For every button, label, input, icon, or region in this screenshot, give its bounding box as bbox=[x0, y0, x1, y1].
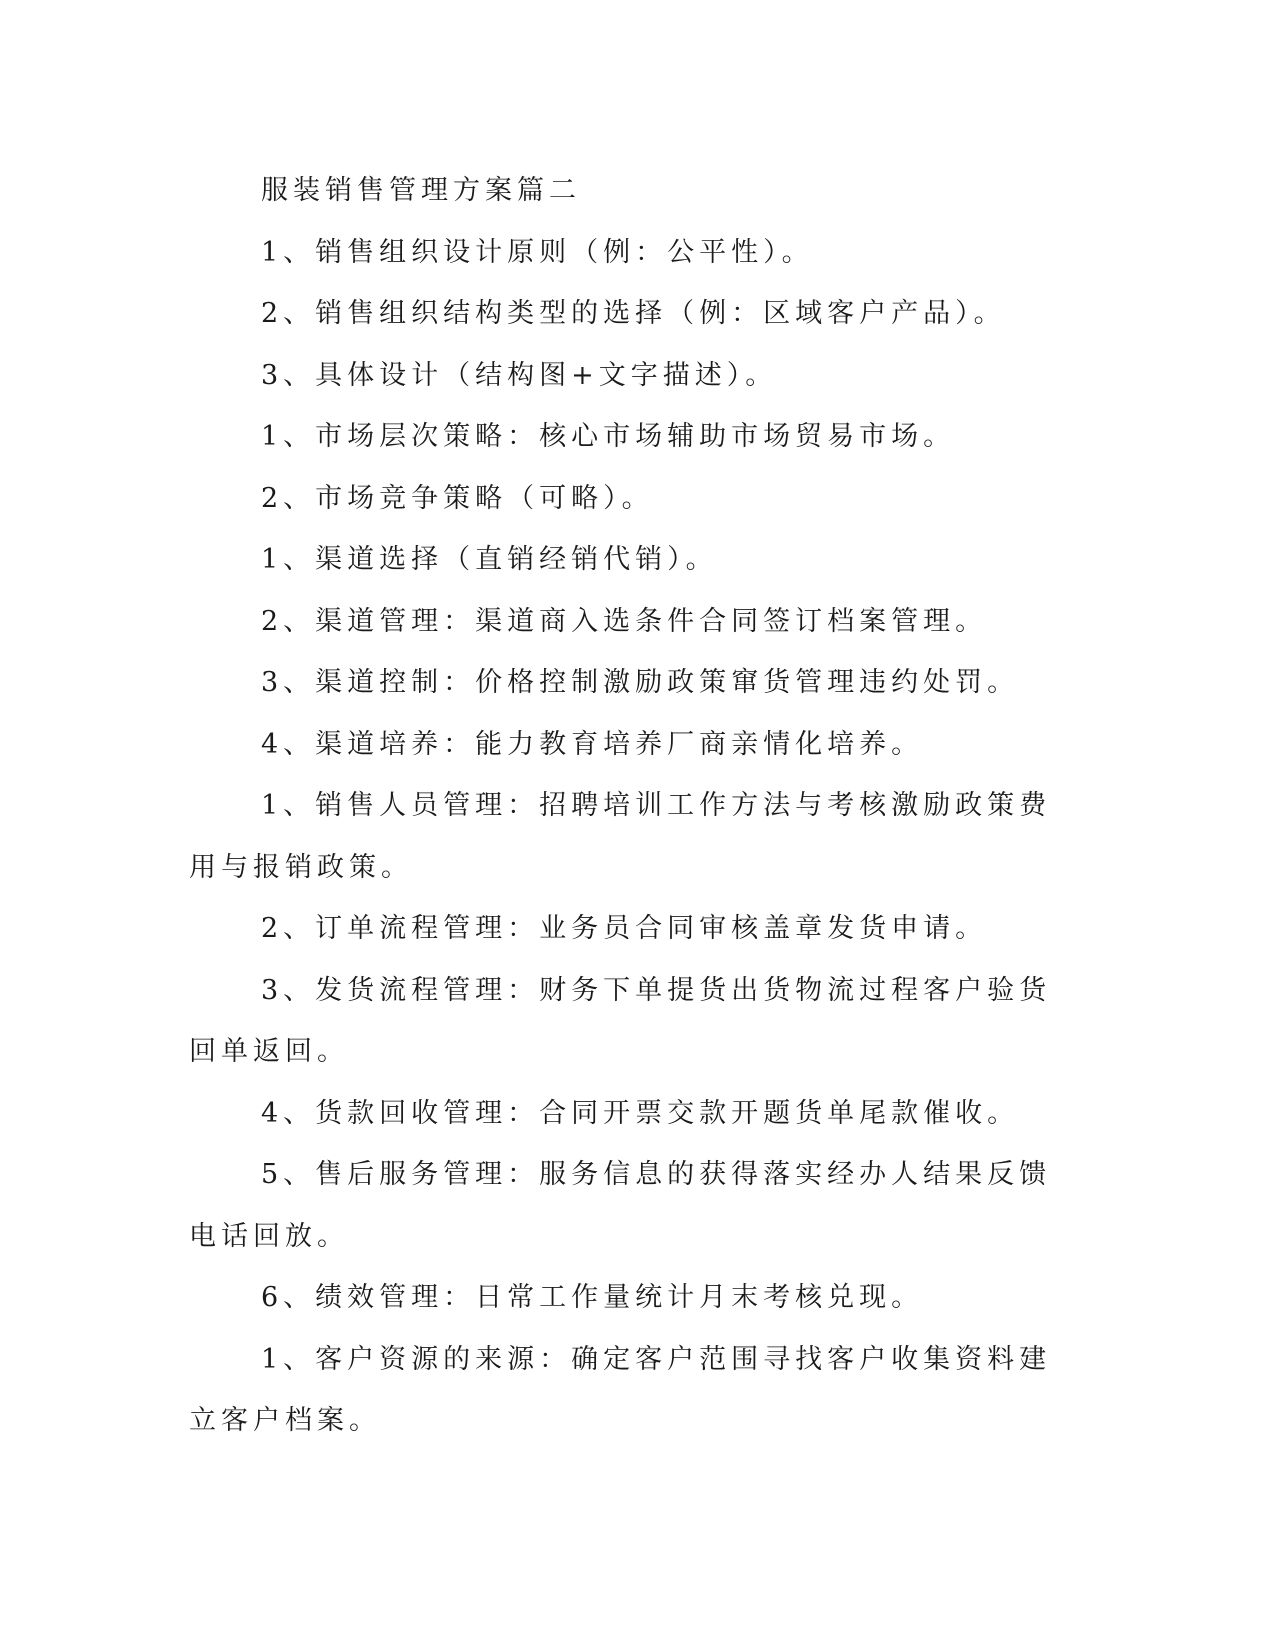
paragraph: 5、售后服务管理：服务信息的获得落实经办人结果反馈电话回放。 bbox=[189, 1159, 1052, 1252]
paragraph: 1、渠道选择（直销经销代销）。 bbox=[261, 544, 718, 575]
paragraph: 4、货款回收管理：合同开票交款开题货单尾款催收。 bbox=[261, 1097, 1020, 1129]
paragraph: 3、发货流程管理：财务下单提货出货物流过程客户验货回单返回。 bbox=[189, 974, 1052, 1067]
paragraph: 2、渠道管理：渠道商入选条件合同签订档案管理。 bbox=[261, 605, 988, 637]
paragraph: 1、客户资源的来源：确定客户范围寻找客户收集资料建立客户档案。 bbox=[189, 1343, 1052, 1436]
paragraph: 1、市场层次策略：核心市场辅助市场贸易市场。 bbox=[261, 421, 956, 452]
paragraph: 3、具体设计（结构图+文字描述）。 bbox=[261, 359, 778, 391]
paragraph: 2、销售组织结构类型的选择（例：区域客户产品）。 bbox=[261, 298, 1006, 329]
document-body bbox=[189, 160, 1061, 1452]
document-title: 服装销售管理方案篇二 bbox=[261, 175, 581, 206]
paragraph: 2、市场竞争策略（可略）。 bbox=[261, 482, 654, 514]
paragraph: 4、渠道培养：能力教育培养厂商亲情化培养。 bbox=[261, 728, 924, 760]
paragraph: 3、渠道控制：价格控制激励政策窜货管理违约处罚。 bbox=[261, 667, 1020, 698]
paragraph: 2、订单流程管理：业务员合同审核盖章发货申请。 bbox=[261, 913, 988, 944]
paragraph: 1、销售组织设计原则（例：公平性）。 bbox=[261, 236, 814, 268]
paragraph: 6、绩效管理：日常工作量统计月末考核兑现。 bbox=[261, 1282, 924, 1313]
paragraph: 1、销售人员管理：招聘培训工作方法与考核激励政策费用与报销政策。 bbox=[189, 790, 1052, 883]
